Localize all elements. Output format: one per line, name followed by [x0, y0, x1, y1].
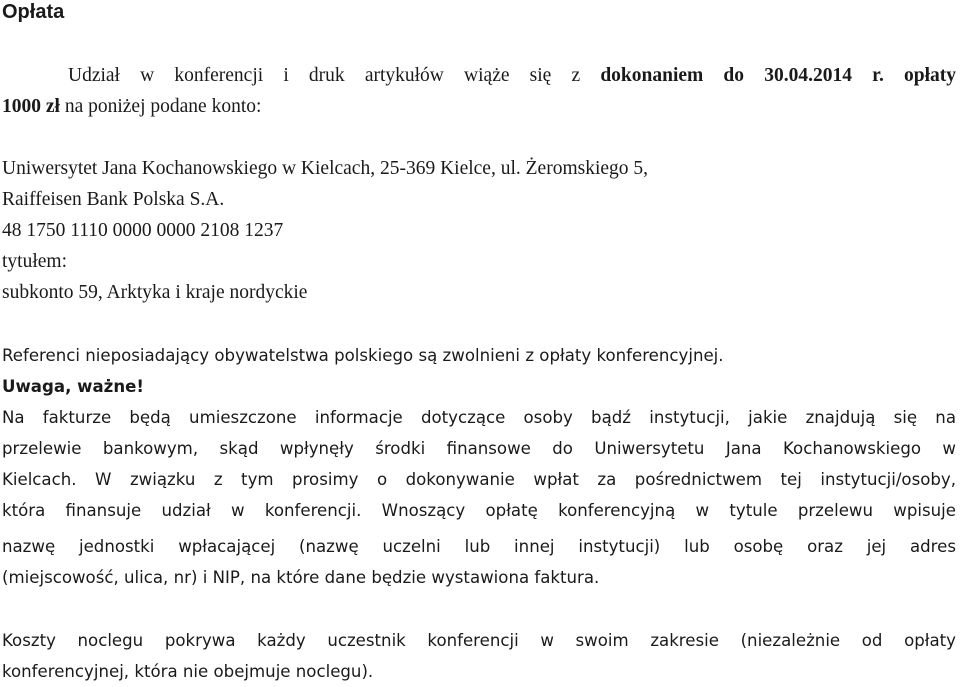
invoice-note-line: nazwę jednostki wpłacającej (nazwę uczelni lub innej instytucji) lub osobę oraz jej adres — [2, 537, 956, 556]
payment-amount: 1000 zł — [2, 96, 60, 117]
invoice-note-line: Kielcach. W związku z tym prosimy o dokonywanie wpłat za pośrednictwem tej instytucji/osoby, — [2, 470, 956, 489]
payment-deadline: dokonaniem do 30.04.2014 r. — [600, 65, 884, 86]
invoice-note-line: (miejscowość, ulica, nr) i NIP, na które dane będzie wystawiona faktura. — [2, 568, 600, 587]
bank-name: Raiffeisen Bank Polska S.A. — [2, 189, 225, 210]
payment-intro-line-2 — [2, 91, 261, 122]
bank-recipient: Uniwersytet Jana Kochanowskiego w Kielcach, 25-369 Kielce, ul. Żeromskiego 5, — [2, 158, 649, 179]
section-heading: Opłata — [2, 1, 65, 23]
payment-intro-text-1: Udział w konferencji i druk artykułów wiąże się z — [68, 65, 581, 86]
payment-intro-text-3: na poniżej podane konto: — [64, 96, 262, 117]
exemption-note: Referenci nieposiadający obywatelstwa polskiego są zwolnieni z opłaty konferencyjnej. — [2, 346, 724, 365]
payment-intro-line-1 — [68, 60, 956, 91]
payment-intro-text-2: opłaty — [904, 65, 957, 86]
invoice-note-line: przelewie bankowym, skąd wpłynęły środki finansowe do Uniwersytetu Jana Kochanowskiego w — [2, 439, 956, 458]
bank-account-number: 48 1750 1110 0000 0000 2108 1237 — [2, 220, 284, 241]
lodging-note-line: konferencyjnej, która nie obejmuje noclegu). — [2, 662, 374, 681]
transfer-title-label: tytułem: — [2, 251, 67, 272]
transfer-title-value: subkonto 59, Arktyka i kraje nordyckie — [2, 282, 308, 303]
warning-label: Uwaga, ważne! — [2, 377, 144, 396]
invoice-note-line: Na fakturze będą umieszczone informacje dotyczące osoby bądź instytucji, jakie znajdują się na — [2, 408, 956, 427]
invoice-note-line: która finansuje udział w konferencji. Wnoszący opłatę konferencyjną w tytule przelewu wpisuje — [2, 501, 956, 520]
lodging-note-line: Koszty noclegu pokrywa każdy uczestnik konferencji w swoim zakresie (niezależnie od opłaty — [2, 631, 956, 650]
